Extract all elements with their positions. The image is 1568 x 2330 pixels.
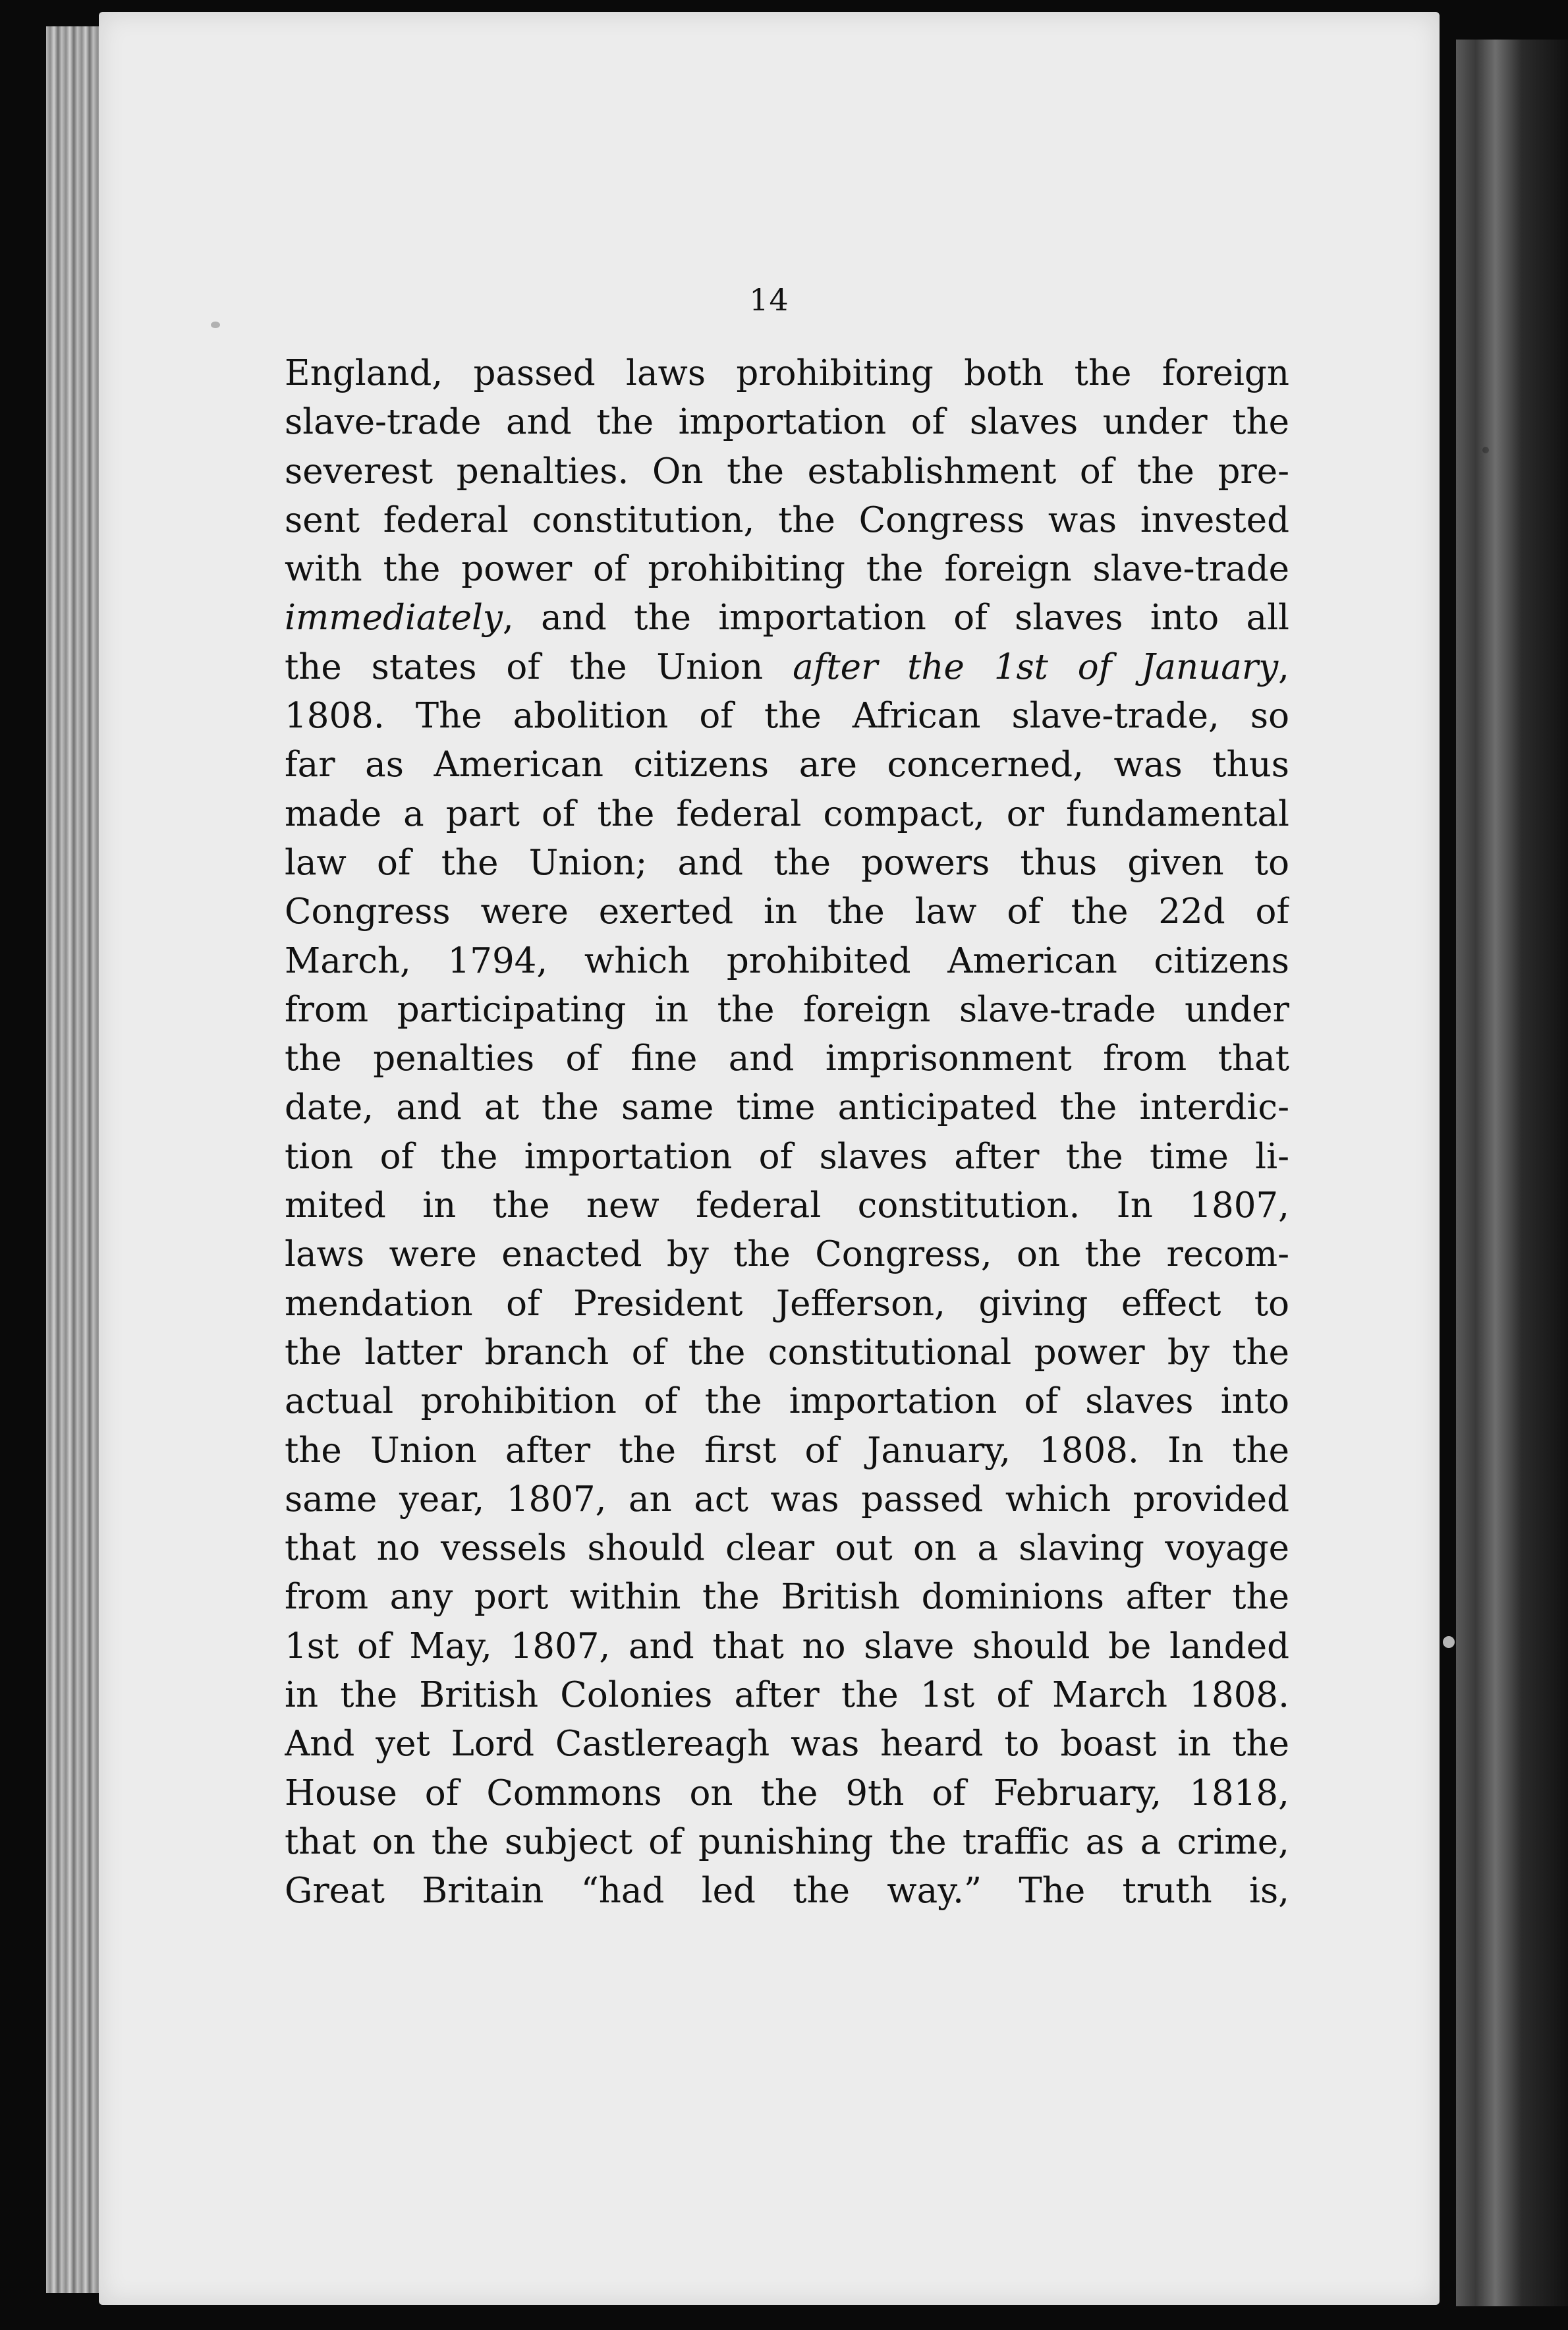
italic-phrase: after the 1st of January (793, 646, 1279, 687)
text-line: with the power of prohibiting the foreign slave-trade (285, 549, 1289, 590)
text-line: England, passed laws prohibiting both the foreign (285, 353, 1289, 393)
body-text (285, 349, 1289, 1916)
page-number: 14 (749, 282, 789, 318)
text-line: from any port within the British dominions after the (285, 1577, 1289, 1618)
text-line: And yet Lord Castlereagh was heard to boast in the (285, 1724, 1289, 1765)
text-line: laws were enacted by the Congress, on the recom- (285, 1234, 1289, 1275)
text-line: law of the Union; and the powers thus given to (285, 842, 1289, 883)
text-line: 1808. The abolition of the African slave-trade, so (285, 696, 1289, 737)
text-line: in the British Colonies after the 1st of March 1808. (285, 1675, 1289, 1716)
text-line: 1st of May, 1807, and that no slave should be landed (285, 1626, 1289, 1666)
text-line: the Union after the first of January, 1808. In the (285, 1430, 1289, 1471)
text-line: from participating in the foreign slave-trade under (285, 989, 1289, 1030)
paper-spot (1443, 1636, 1455, 1648)
book-right-edge (1456, 40, 1568, 2306)
text-line: March, 1794, which prohibited American citizens (285, 940, 1289, 981)
ink-speck (1482, 447, 1489, 453)
text-line: mited in the new federal constitution. In 1807, (285, 1185, 1289, 1226)
text-line: severest penalties. On the establishment of the pre- (285, 451, 1289, 492)
text-line: Congress were exerted in the law of the 22d of (285, 892, 1289, 932)
text-line: immediately, and the importation of slaves into all (285, 598, 1289, 639)
text-line: that no vessels should clear out on a slaving voyage (285, 1528, 1289, 1569)
text-line: the latter branch of the constitutional power by the (285, 1332, 1289, 1373)
text-line: the states of the Union after the 1st of January, (285, 646, 1289, 687)
text-line: slave-trade and the importation of slaves under the (285, 402, 1289, 443)
ink-speck (211, 322, 220, 328)
italic-phrase: immediately (285, 598, 503, 639)
text-line: sent federal constitution, the Congress was invested (285, 499, 1289, 540)
text-line: House of Commons on the 9th of February, 1818, (285, 1773, 1289, 1813)
text-line: that on the subject of punishing the traffic as a crime, (285, 1821, 1289, 1862)
text-line: Great Britain “had led the way.” The truth is, (285, 1871, 1289, 1912)
text-line: date, and at the same time anticipated the interdic- (285, 1087, 1289, 1128)
text-line: made a part of the federal compact, or fundamental (285, 793, 1289, 834)
text-line: the penalties of fine and imprisonment from that (285, 1038, 1289, 1079)
text-line: far as American citizens are concerned, was thus (285, 745, 1289, 785)
text-line: same year, 1807, an act was passed which provided (285, 1479, 1289, 1520)
text-line: tion of the importation of slaves after the time li- (285, 1136, 1289, 1177)
text-line: mendation of President Jefferson, giving effect to (285, 1283, 1289, 1324)
text-line: actual prohibition of the importation of slaves into (285, 1381, 1289, 1422)
